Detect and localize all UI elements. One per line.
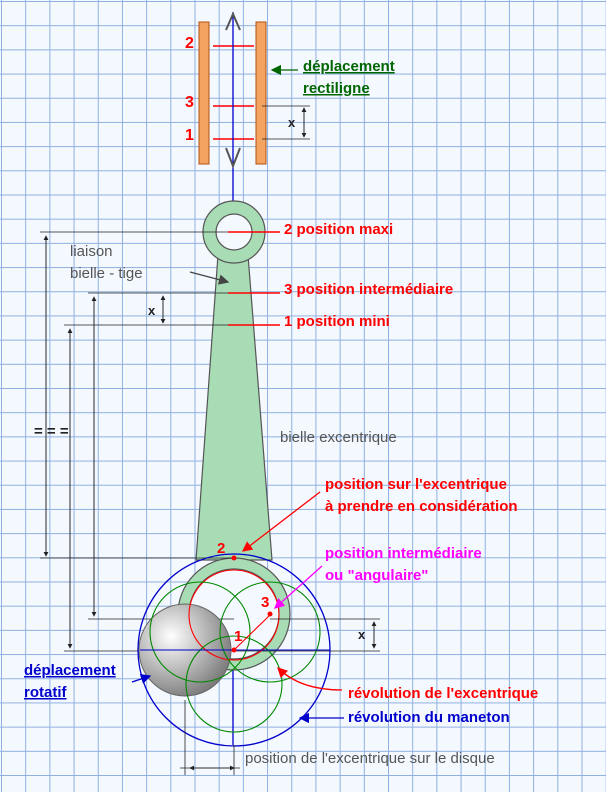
label-num-1-top: 1 xyxy=(185,127,194,144)
label-pos-mini: 1 position mini xyxy=(284,313,390,330)
eccentric-rod xyxy=(178,201,290,670)
label-num-2-top: 2 xyxy=(185,35,194,52)
label-equal-signs: = = = xyxy=(34,423,69,440)
label-liaison-1: liaison xyxy=(70,243,113,260)
label-x-bottom: x xyxy=(358,627,366,642)
label-liaison-2: bielle - tige xyxy=(70,265,143,282)
label-pos-excentrique-2: à prendre en considération xyxy=(325,498,518,515)
label-x-top: x xyxy=(288,115,296,130)
rotatif-arrow xyxy=(132,676,150,682)
label-pos-maxi: 2 position maxi xyxy=(284,221,394,238)
label-pos-angulaire-2: ou "angulaire" xyxy=(325,567,429,584)
disc-position-dimension xyxy=(180,700,240,775)
label-deplacement-rectiligne-2: rectiligne xyxy=(303,80,370,97)
label-num-3-bottom: 3 xyxy=(261,594,270,611)
label-num-3-top: 3 xyxy=(185,94,194,111)
label-num-1-bottom: 1 xyxy=(234,628,243,645)
label-deplacement-rotatif-2: rotatif xyxy=(24,684,67,701)
label-num-2-bottom: 2 xyxy=(217,540,226,557)
label-bielle-excentrique: bielle excentrique xyxy=(280,429,397,446)
label-revolution-maneton: révolution du maneton xyxy=(348,709,510,726)
x-dimension-top xyxy=(262,106,310,139)
label-pos-angulaire-1: position intermédiaire xyxy=(325,545,482,562)
label-pos-inter: 3 position intermédiaire xyxy=(284,281,454,298)
label-deplacement-rotatif-1: déplacement xyxy=(24,662,116,679)
label-revolution-excentrique: révolution de l'excentrique xyxy=(348,685,539,702)
label-pos-excentrique-1: position sur l'excentrique xyxy=(325,476,507,493)
label-deplacement-rectiligne-1: déplacement xyxy=(303,58,395,75)
label-x-mid: x xyxy=(148,303,156,318)
label-pos-disque: position de l'excentrique sur le disque xyxy=(245,750,495,767)
